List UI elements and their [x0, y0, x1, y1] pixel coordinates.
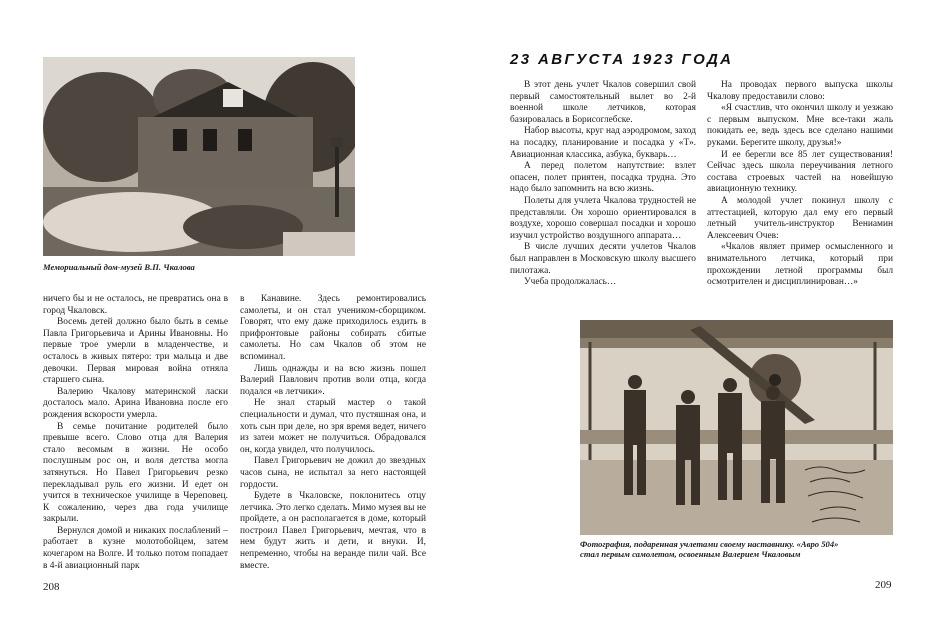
paragraph: ничего бы и не осталось, не превратись она в город Чкаловск. — [43, 294, 228, 316]
paragraph: Не знал старый мастер о такой специальности и думал, что пустяшная она, и хоть сын при деле, но зря время ведет, ничего из затеи может не получиться. Обрадовался он, когда увидел, что получилось. — [240, 398, 426, 455]
left-column-2 — [240, 294, 426, 572]
paragraph: Вернулся домой и никаких послаблений – работает в кузне молотобойцем, затем кочегаром на Волге. И только потом попадает в 4-й авиационный парк — [43, 525, 228, 571]
paragraph: «Я счастлив, что окончил школу и уезжаю с первым выпуском. Мне все-таки жаль покидать ее, ведь здесь все сделано нашими руками. Берегите школу, друзья!» — [707, 103, 893, 148]
pilots-airplane-photo — [580, 320, 893, 535]
paragraph: Будете в Чкаловске, поклонитесь отцу летчика. Это легко сделать. Мимо музея вы не пройдете, а он располагается в доме, который построил Павел Григорьевич, мечтая, что в нем будут жить и дети, и внуки. И, непременно, чтобы на веранде пили чай. Все вместе. — [240, 491, 426, 571]
right-column-2 — [707, 80, 893, 289]
memorial-house-photo — [43, 57, 355, 256]
paragraph: В числе лучших десяти учлетов Чкалов был направлен в Московскую школу высшего пилотажа. — [510, 242, 696, 276]
paragraph: И ее берегли все 85 лет существования! Сейчас здесь школа переучивания летного состава строевых частей на новейшую авиационную технику. — [707, 149, 893, 195]
page-number-right: 209 — [875, 579, 892, 591]
paragraph: Полеты для учлета Чкалова трудностей не представляли. Он хорошо ориентировался в воздухе, хорошо совершал посадки и хорошо изучил устройство воздушного аппарата… — [510, 195, 696, 241]
section-heading: 23 АВГУСТА 1923 ГОДА — [510, 51, 734, 68]
memorial-house-caption: Мемориальный дом-музей В.П. Чкалова — [43, 262, 195, 272]
paragraph: в Канавине. Здесь ремонтировались самолеты, и он стал учеником-сборщиком. Говорят, что ему даже приходилось ездить в прифронтовые районы собирать сбитые самолеты. Но сам Чкалов об этом не вспоминал. — [240, 294, 426, 362]
left-column-1 — [43, 294, 228, 572]
paragraph: В этот день учлет Чкалов совершил свой первый самостоятельный вылет во 2-й военной школе летчиков, которая базировалась в Борисоглебске. — [510, 80, 696, 125]
paragraph: «Чкалов являет пример осмысленного и внимательного летчика, который при прохождении летной программы был осмотрителен и дисциплинирован…» — [707, 242, 893, 288]
paragraph: Валерию Чкалову материнской ласки досталось мало. Арина Ивановна после его рождения вскорости умерла. — [43, 386, 228, 420]
paragraph: Набор высоты, круг над аэродромом, заход на посадку, планирование и посадка у «Т». Авиационная классика, азбука, букварь… — [510, 126, 696, 160]
left-page — [0, 0, 467, 624]
paragraph: Павел Григорьевич не дожил до звездных часов сына, не испытал за него настоящей гордости. — [240, 456, 426, 490]
paragraph: В семье почитание родителей было превыше всего. Слово отца для Валерия стало весомым в жизни. Не особо послушным рос он, и воля детства могла затянуться. Но Павел Григорьевич резко перекладывал руль его жизни. И едет он учится в техническое училище в Череповец. К сожалению, через два года училище закрыли. — [43, 421, 228, 525]
paragraph: А молодой учлет покинул школу с аттестацией, которую дал ему его первый летный учитель-инструктор Вениамин Алексеевич Очев: — [707, 195, 893, 241]
right-column-1 — [510, 80, 696, 289]
paragraph: На проводах первого выпуска школы Чкалову предоставили слово: — [707, 80, 893, 102]
paragraph: А перед полетом напутствие: взлет опасен, полет приятен, посадка трудна. Это надо было запомнить на всю жизнь. — [510, 161, 696, 195]
paragraph: Учеба продолжалась… — [524, 277, 617, 288]
page-number-left: 208 — [43, 581, 60, 593]
paragraph: Лишь однажды и на всю жизнь пошел Валерий Павлович против воли отца, когда подался «в летчики». — [240, 363, 426, 397]
paragraph: Восемь детей должно было быть в семье Павла Григорьевича и Арины Ивановны. Но первые трое умерли в младенчестве, и осталось в живых пятеро: три мальца и две девочки. Первая мировая война отняла старшего сына. — [43, 317, 228, 386]
right-page — [467, 0, 935, 624]
pilots-photo-caption: Фотография, подаренная учлетами своему наставнику. «Авро 504» стал первым самолетом, освоенным Валерием Чкаловым — [580, 539, 839, 559]
